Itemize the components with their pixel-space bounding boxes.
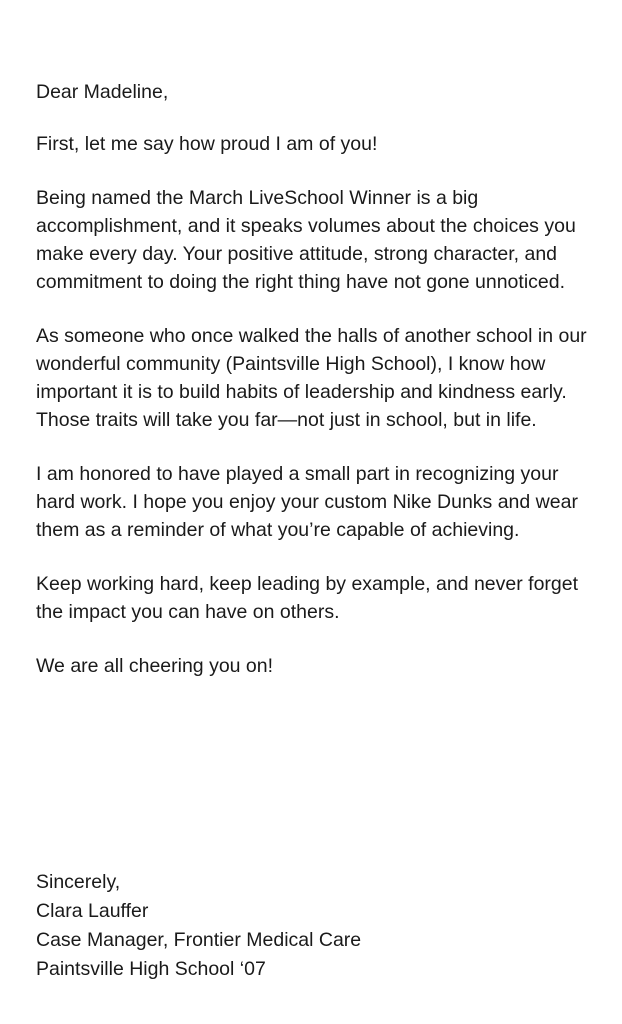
signature-block	[36, 868, 596, 984]
greeting: Dear Madeline,	[36, 81, 169, 103]
paragraph-award: Being named the March LiveSchool Winner is a big accomplishment, and it speaks volumes about the choices you make every day. Your positive attitude, strong character, and commitment to doing the right thing have not gone unnoticed.	[36, 187, 576, 293]
signer-name: Clara Lauffer	[36, 900, 149, 922]
paragraph-cheering: We are all cheering you on!	[36, 655, 274, 677]
valediction: Sincerely,	[36, 871, 121, 893]
letter-body	[36, 78, 596, 706]
paragraph-pride: First, let me say how proud I am of you!	[36, 133, 378, 155]
paragraph-community: As someone who once walked the halls of another school in our wonderful community (Paintsville High School), I know how important it is to build habits of leadership and kindness early. Those traits will take you far—not just in school, but in life.	[36, 325, 587, 431]
paragraph-encouragement: Keep working hard, keep leading by example, and never forget the impact you can have on others.	[36, 573, 579, 623]
signer-title: Case Manager, Frontier Medical Care	[36, 929, 362, 951]
signer-affiliation: Paintsville High School ‘07	[36, 958, 266, 980]
paragraph-recognition: I am honored to have played a small part in recognizing your hard work. I hope you enjoy your custom Nike Dunks and wear them as a reminder of what you’re capable of achieving.	[36, 463, 578, 541]
